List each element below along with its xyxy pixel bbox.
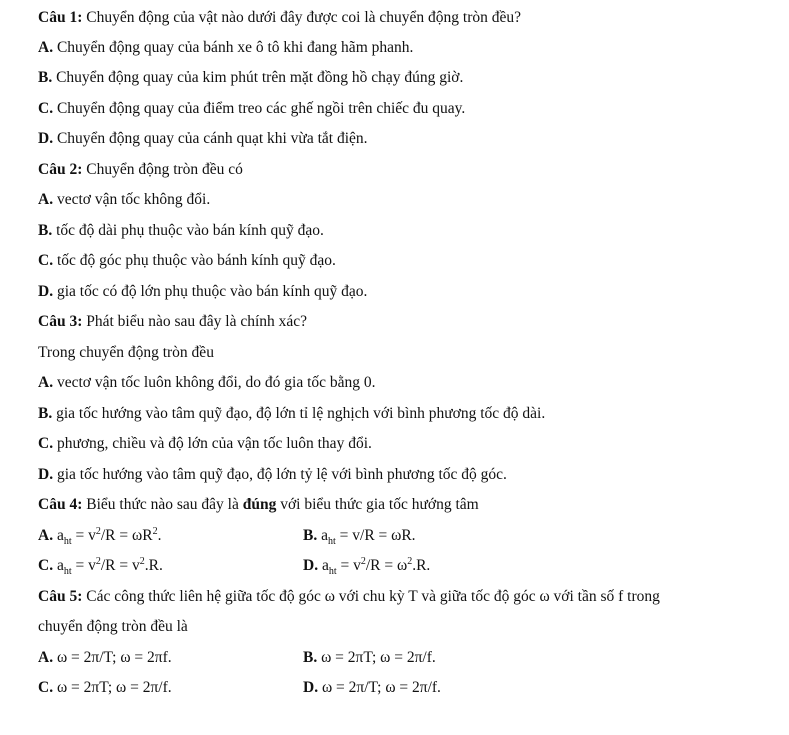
option-5c: C. ω = 2πT; ω = 2π/f. (38, 679, 172, 696)
option-4c: C. $a_{ht} = v^2/R = v^2.R$. (38, 555, 163, 578)
option-5d: D. ω = 2π/T; ω = 2π/f. (303, 679, 441, 696)
question-2 (38, 160, 243, 180)
question-3-subtext: Trong chuyển động tròn đều (38, 344, 214, 361)
option-5b: B. ω = 2πT; ω = 2π/f. (303, 649, 436, 666)
option-5a: A. ω = 2π/T; ω = 2πf. (38, 649, 172, 666)
option-4a: A. $a_{ht} = v^2/R = \omega R^2$. (38, 525, 162, 548)
option-2d: D. gia tốc có độ lớn phụ thuộc vào bán kính quỹ đạo. (38, 283, 368, 300)
option-1c: C. Chuyển động quay của điểm treo các ghế ngồi trên chiếc đu quay. (38, 100, 466, 117)
question-text: Chuyển động của vật nào dưới đây được coi là chuyển động tròn đều? (82, 9, 522, 26)
option-3c: C. phương, chiều và độ lớn của vận tốc luôn thay đổi. (38, 435, 372, 452)
option-3b: B. gia tốc hướng vào tâm quỹ đạo, độ lớn tỉ lệ nghịch với bình phương tốc độ dài. (38, 405, 546, 422)
question-text: Phát biểu nào sau đây là chính xác? (82, 313, 308, 330)
question-5 (38, 587, 660, 607)
option-3d: D. gia tốc hướng vào tâm quỹ đạo, độ lớn tỷ lệ với bình phương tốc độ góc. (38, 466, 507, 483)
option-4d: D. $a_{ht} = v^2/R = \omega^2.R$. (303, 555, 431, 578)
option-2a: A. vectơ vận tốc không đổi. (38, 191, 211, 208)
question-1 (38, 8, 521, 28)
question-text: Các công thức liên hệ giữa tốc độ góc ω với chu kỳ T và giữa tốc độ góc ω với tần số f trong (82, 588, 660, 605)
question-4: Câu 4: Biểu thức nào sau đây là đúng với biểu thức gia tốc hướng tâm (38, 496, 479, 513)
option-1d: D. Chuyển động quay của cánh quạt khi vừa tắt điện. (38, 130, 368, 147)
question-label: Câu 5: (38, 588, 83, 605)
question-label: Câu 3: (38, 313, 83, 330)
question-text: Chuyển động tròn đều có (82, 161, 243, 178)
option-3a: A. vectơ vận tốc luôn không đổi, do đó gia tốc bằng 0. (38, 374, 376, 391)
option-4b: B. $a_{ht} = v/R = \omega R$. (303, 527, 416, 548)
question-label: Câu 4: (38, 496, 83, 513)
question-5-continued: chuyển động tròn đều là (38, 618, 188, 635)
option-2b: B. tốc độ dài phụ thuộc vào bán kính quỹ đạo. (38, 222, 324, 239)
option-1b: B. Chuyển động quay của kim phút trên mặt đồng hồ chạy đúng giờ. (38, 69, 464, 86)
question-label: Câu 1: (38, 9, 83, 26)
question-3 (38, 312, 307, 332)
option-1a: A. Chuyển động quay của bánh xe ô tô khi đang hãm phanh. (38, 39, 414, 56)
option-2c: C. tốc độ góc phụ thuộc vào bánh kính quỹ đạo. (38, 252, 336, 269)
question-label: Câu 2: (38, 161, 83, 178)
